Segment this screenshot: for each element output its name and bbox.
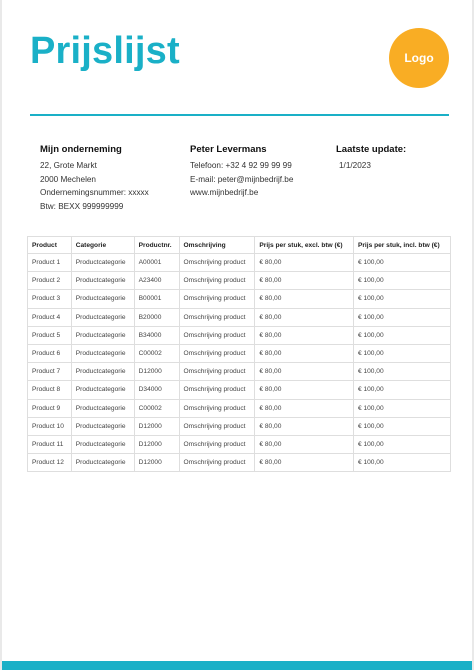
- table-row: [28, 363, 451, 381]
- table-row: [28, 308, 451, 326]
- header-product-number: Productnr.: [134, 237, 179, 254]
- cell-category: Productcategorie: [71, 254, 134, 272]
- cell-category: Productcategorie: [71, 308, 134, 326]
- table-header-row: [28, 237, 451, 254]
- cell-description: Omschrijving product: [179, 308, 255, 326]
- cell-product-number: B00001: [134, 290, 179, 308]
- footer-bar: [2, 661, 472, 670]
- cell-product: Product 2: [28, 272, 72, 290]
- cell-product: Product 12: [28, 454, 72, 472]
- table-row: [28, 381, 451, 399]
- cell-description: Omschrijving product: [179, 254, 255, 272]
- cell-category: Productcategorie: [71, 272, 134, 290]
- company-number: Ondernemingsnummer: xxxxx: [40, 188, 149, 197]
- header-price-incl-vat: Prijs per stuk, incl. btw (€): [353, 237, 450, 254]
- cell-price-incl-vat: € 100,00: [353, 381, 450, 399]
- cell-category: Productcategorie: [71, 381, 134, 399]
- cell-price-excl-vat: € 80,00: [255, 417, 354, 435]
- cell-product: Product 8: [28, 381, 72, 399]
- logo: Logo: [389, 28, 449, 88]
- cell-price-excl-vat: € 80,00: [255, 363, 354, 381]
- cell-product-number: A00001: [134, 254, 179, 272]
- cell-price-incl-vat: € 100,00: [353, 399, 450, 417]
- update-block: [336, 144, 406, 173]
- cell-product: Product 4: [28, 308, 72, 326]
- cell-price-excl-vat: € 80,00: [255, 290, 354, 308]
- cell-product-number: D12000: [134, 435, 179, 453]
- cell-price-incl-vat: € 100,00: [353, 326, 450, 344]
- cell-price-incl-vat: € 100,00: [353, 254, 450, 272]
- cell-price-excl-vat: € 80,00: [255, 454, 354, 472]
- cell-price-incl-vat: € 100,00: [353, 290, 450, 308]
- cell-product: Product 6: [28, 344, 72, 362]
- cell-price-incl-vat: € 100,00: [353, 435, 450, 453]
- cell-product-number: D12000: [134, 454, 179, 472]
- header-divider: [30, 114, 449, 116]
- cell-product-number: D12000: [134, 363, 179, 381]
- price-table: [27, 236, 451, 472]
- table-row: [28, 399, 451, 417]
- table-body: [28, 254, 451, 472]
- update-label: Laatste update:: [336, 144, 407, 155]
- cell-description: Omschrijving product: [179, 363, 255, 381]
- header-description: Omschrijving: [179, 237, 255, 254]
- cell-category: Productcategorie: [71, 399, 134, 417]
- company-block: [40, 144, 149, 213]
- cell-product-number: D12000: [134, 417, 179, 435]
- cell-price-incl-vat: € 100,00: [353, 417, 450, 435]
- cell-product: Product 3: [28, 290, 72, 308]
- cell-product-number: C00002: [134, 399, 179, 417]
- cell-description: Omschrijving product: [179, 454, 255, 472]
- company-vat: Btw: BEXX 999999999: [40, 201, 124, 211]
- contact-name: Peter Levermans: [190, 144, 267, 155]
- cell-price-incl-vat: € 100,00: [353, 454, 450, 472]
- cell-description: Omschrijving product: [179, 417, 255, 435]
- cell-price-excl-vat: € 80,00: [255, 308, 354, 326]
- cell-category: Productcategorie: [71, 454, 134, 472]
- cell-price-excl-vat: € 80,00: [255, 399, 354, 417]
- cell-product: Product 7: [28, 363, 72, 381]
- table-row: [28, 435, 451, 453]
- cell-price-excl-vat: € 80,00: [255, 272, 354, 290]
- cell-product: Product 1: [28, 254, 72, 272]
- cell-product: Product 5: [28, 326, 72, 344]
- cell-product-number: B34000: [134, 326, 179, 344]
- contact-block: [190, 144, 293, 200]
- cell-category: Productcategorie: [71, 363, 134, 381]
- cell-price-incl-vat: € 100,00: [353, 344, 450, 362]
- update-date: 1/1/2023: [339, 161, 371, 170]
- cell-description: Omschrijving product: [179, 326, 255, 344]
- contact-phone: Telefoon: +32 4 92 99 99 99: [190, 161, 292, 170]
- company-address-street: 22, Grote Markt: [40, 161, 97, 170]
- cell-product: Product 10: [28, 417, 72, 435]
- table-row: [28, 272, 451, 290]
- table-row: [28, 454, 451, 472]
- header-category: Categorie: [71, 237, 134, 254]
- cell-product-number: A23400: [134, 272, 179, 290]
- cell-price-excl-vat: € 80,00: [255, 344, 354, 362]
- cell-category: Productcategorie: [71, 344, 134, 362]
- cell-description: Omschrijving product: [179, 344, 255, 362]
- document-page: [2, 0, 472, 670]
- header-product: Product: [28, 237, 72, 254]
- page-title: Prijslijst: [30, 30, 180, 72]
- contact-email: E-mail: peter@mijnbedrijf.be: [190, 174, 294, 184]
- contact-website: www.mijnbedrijf.be: [190, 188, 259, 197]
- cell-category: Productcategorie: [71, 417, 134, 435]
- company-name: Mijn onderneming: [40, 144, 122, 155]
- cell-description: Omschrijving product: [179, 381, 255, 399]
- cell-description: Omschrijving product: [179, 399, 255, 417]
- table-row: [28, 326, 451, 344]
- cell-category: Productcategorie: [71, 326, 134, 344]
- table-row: [28, 344, 451, 362]
- cell-product-number: D34000: [134, 381, 179, 399]
- cell-price-excl-vat: € 80,00: [255, 326, 354, 344]
- cell-product: Product 11: [28, 435, 72, 453]
- cell-product-number: C00002: [134, 344, 179, 362]
- cell-description: Omschrijving product: [179, 435, 255, 453]
- cell-description: Omschrijving product: [179, 272, 255, 290]
- header-price-excl-vat: Prijs per stuk, excl. btw (€): [255, 237, 354, 254]
- cell-price-excl-vat: € 80,00: [255, 254, 354, 272]
- cell-price-incl-vat: € 100,00: [353, 308, 450, 326]
- table-row: [28, 290, 451, 308]
- cell-price-incl-vat: € 100,00: [353, 363, 450, 381]
- table-row: [28, 254, 451, 272]
- cell-price-excl-vat: € 80,00: [255, 435, 354, 453]
- cell-price-incl-vat: € 100,00: [353, 272, 450, 290]
- cell-product-number: B20000: [134, 308, 179, 326]
- cell-category: Productcategorie: [71, 435, 134, 453]
- cell-description: Omschrijving product: [179, 290, 255, 308]
- table-row: [28, 417, 451, 435]
- cell-price-excl-vat: € 80,00: [255, 381, 354, 399]
- cell-category: Productcategorie: [71, 290, 134, 308]
- company-address-city: 2000 Mechelen: [40, 174, 96, 184]
- cell-product: Product 9: [28, 399, 72, 417]
